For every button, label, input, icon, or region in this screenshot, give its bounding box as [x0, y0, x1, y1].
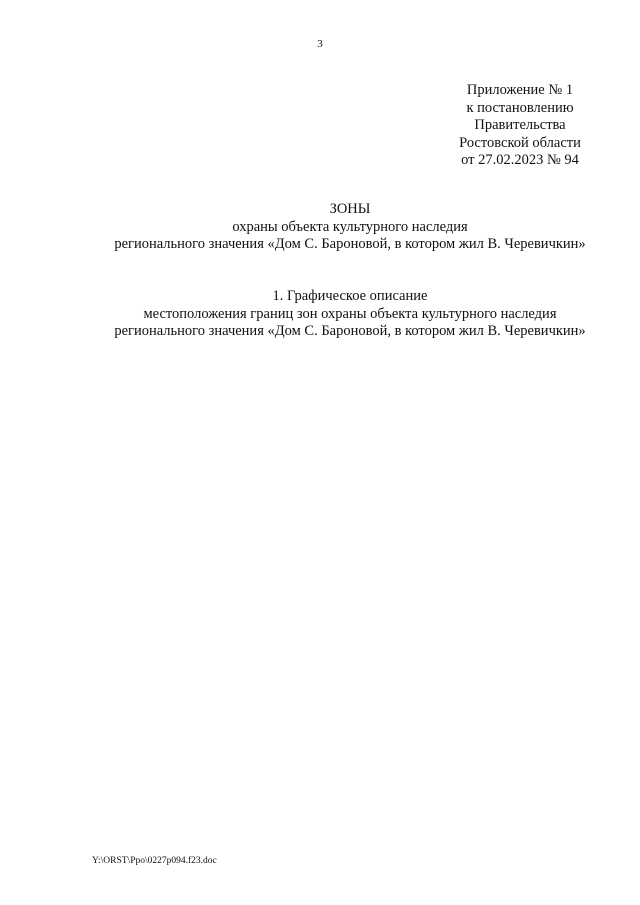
- section-heading: [40, 288, 640, 341]
- file-path-footer: Y:\ORST\Ppo\0227p094.f23.doc: [92, 856, 217, 866]
- title-object-name: регионального значения «Дом С. Бароновой, в котором жил В. Черевичкин»: [114, 236, 586, 252]
- section-title: 1. Графическое описание: [272, 288, 428, 304]
- title-heading: ЗОНЫ: [329, 201, 371, 217]
- appendix-line-government: Правительства: [474, 117, 566, 133]
- appendix-block: [440, 82, 600, 170]
- document-title: [40, 201, 640, 254]
- section-object-name: регионального значения «Дом С. Бароновой, в котором жил В. Черевичкин»: [114, 323, 586, 339]
- title-subtitle-line: охраны объекта культурного наследия: [232, 218, 468, 235]
- section-subtitle-line: местоположения границ зон охраны объекта культурного наследия: [143, 305, 557, 322]
- appendix-line-resolution: к постановлению: [466, 99, 574, 116]
- appendix-line-number: Приложение № 1: [466, 82, 574, 98]
- page-number: 3: [317, 38, 323, 50]
- appendix-line-region: Ростовской области: [459, 134, 581, 151]
- appendix-line-date: от 27.02.2023 № 94: [461, 152, 579, 168]
